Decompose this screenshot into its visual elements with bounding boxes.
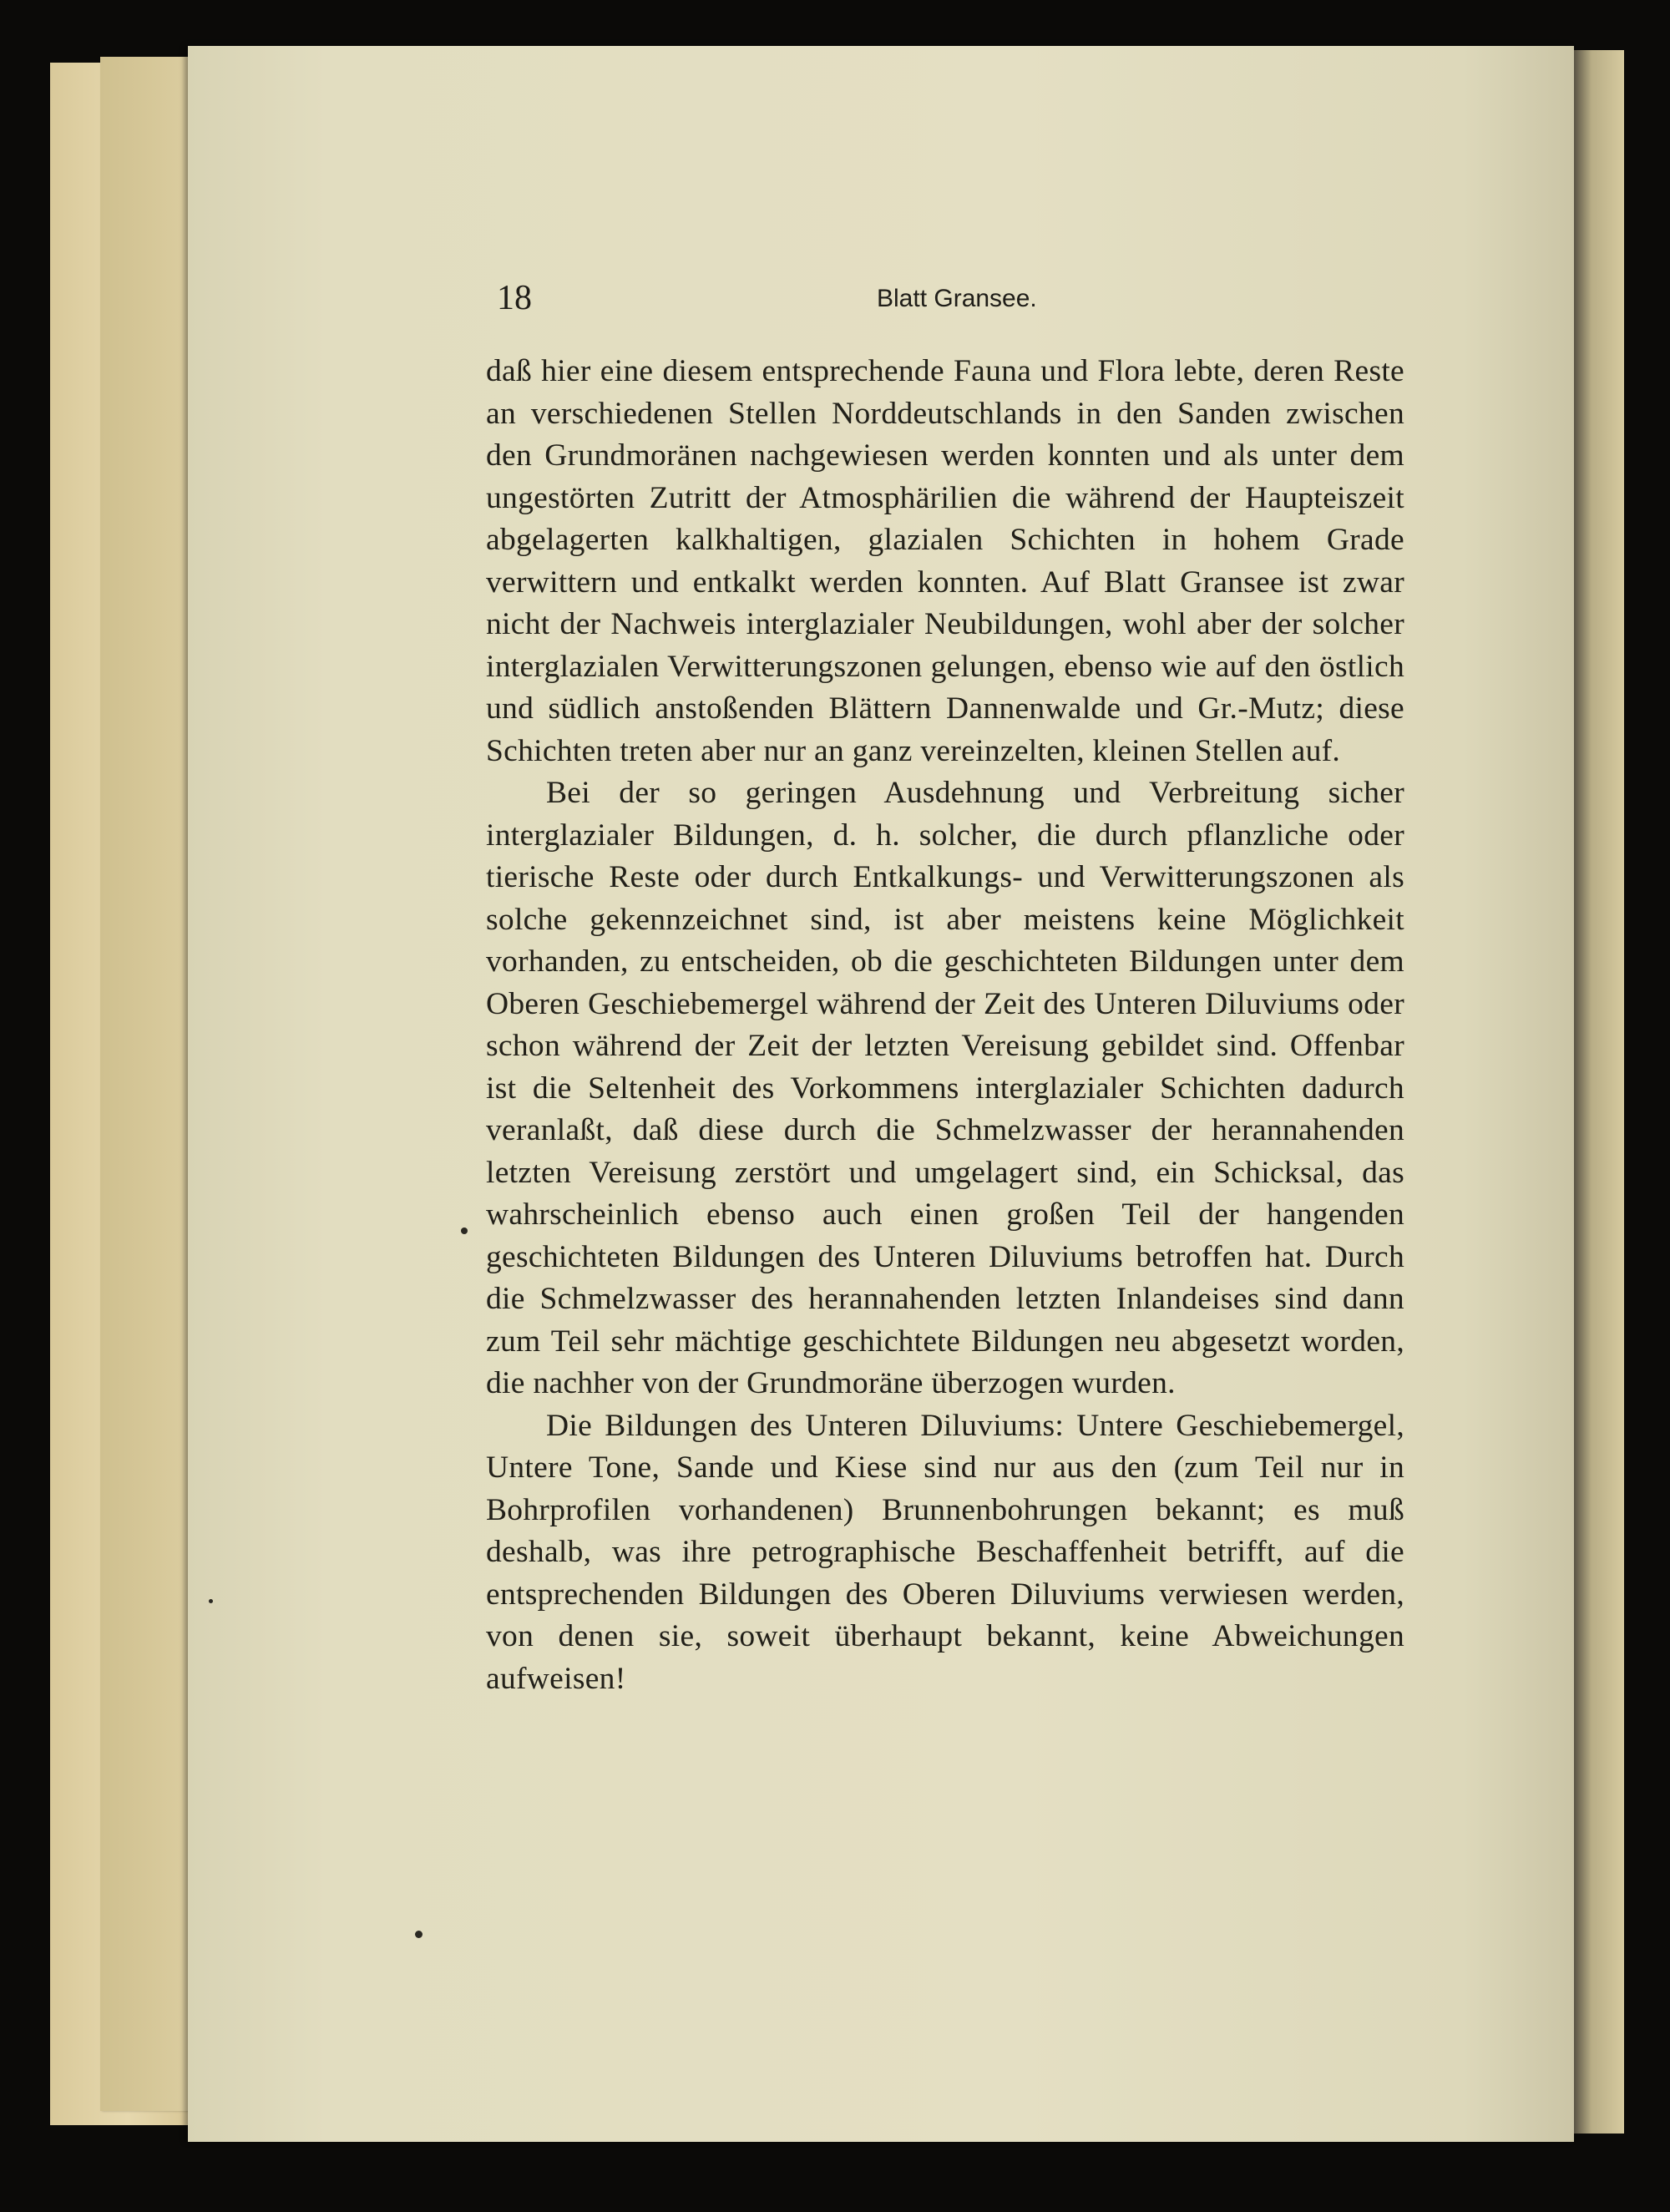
paragraph: daß hier eine diesem entsprechende Fauna und Flora lebte, deren Reste an verschiedenen Stellen Norddeutschlands in den Sanden zwischen den Grundmoränen nachgewiesen werden konnten und als unter dem ungestörten Zutritt der Atmosphärilien die während der Haupteiszeit abgelagerten kalkhaltigen, glazialen Schichten in hohem Grade verwittern und entkalkt werden konnten. Auf Blatt Gransee ist zwar nicht der Nachweis interglazialer Neubildungen, wohl aber der solcher interglazialen Verwitterungszonen gelungen, ebenso wie auf den östlich und südlich anstoßenden Blättern Dannenwalde und Gr.-Mutz; diese Schichten treten aber nur an ganz vereinzelten, kleinen Stellen auf. bbox=[486, 354, 1404, 768]
paragraph: Bei der so geringen Ausdehnung und Verbreitung sicher interglazialer Bildungen, d. h. solcher, die durch pflanzliche oder tierische Reste oder durch Entkalkungs- und Verwitterungszonen als solche gekennzeichnet sind, ist aber meistens keine Möglichkeit vorhanden, zu entscheiden, ob die geschichteten Bildungen unter dem Oberen Geschiebemergel während der Zeit des Unteren Diluviums oder schon während der Zeit der letzten Vereisung gebildet sind. Offenbar ist die Seltenheit des Vorkommens interglazialer Schichten dadurch veranlaßt, daß diese durch die Schmelzwasser der herannahenden letzten Vereisung zerstört und umgelagert sind, ein Schicksal, das wahrscheinlich ebenso auch einen großen Teil der hangenden geschichteten Bildungen des Unteren Diluviums betroffen hat. Durch die Schmelzwasser des herannahenden letzten Inlandeises sind dann zum Teil sehr mächtige geschichtete Bildungen neu abgesetzt worden, die nachher von der Grundmoräne überzogen wurden. bbox=[486, 776, 1404, 1400]
paper-speck bbox=[415, 1931, 423, 1938]
paper-speck bbox=[209, 1599, 213, 1603]
body-text bbox=[486, 351, 1404, 1700]
header-title: Blatt Gransee. bbox=[877, 285, 1037, 312]
page-number: 18 bbox=[497, 279, 532, 317]
running-head bbox=[497, 278, 1407, 328]
facing-page-edge bbox=[1574, 50, 1624, 2134]
paragraph: Die Bildungen des Unteren Diluviums: Untere Geschiebemergel, Untere Tone, Sande und Kiese sind nur aus den (zum Teil nur in Bohrprofilen vorhandenen) Brunnenbohrungen bekannt; es muß deshalb, was ihre petrographische Beschaffenheit betrifft, auf die entsprechenden Bildungen des Oberen Diluviums verwiesen werden, von denen sie, soweit überhaupt bekannt, keine Abweichungen aufweisen! bbox=[486, 1408, 1404, 1696]
paper-speck bbox=[461, 1227, 468, 1234]
